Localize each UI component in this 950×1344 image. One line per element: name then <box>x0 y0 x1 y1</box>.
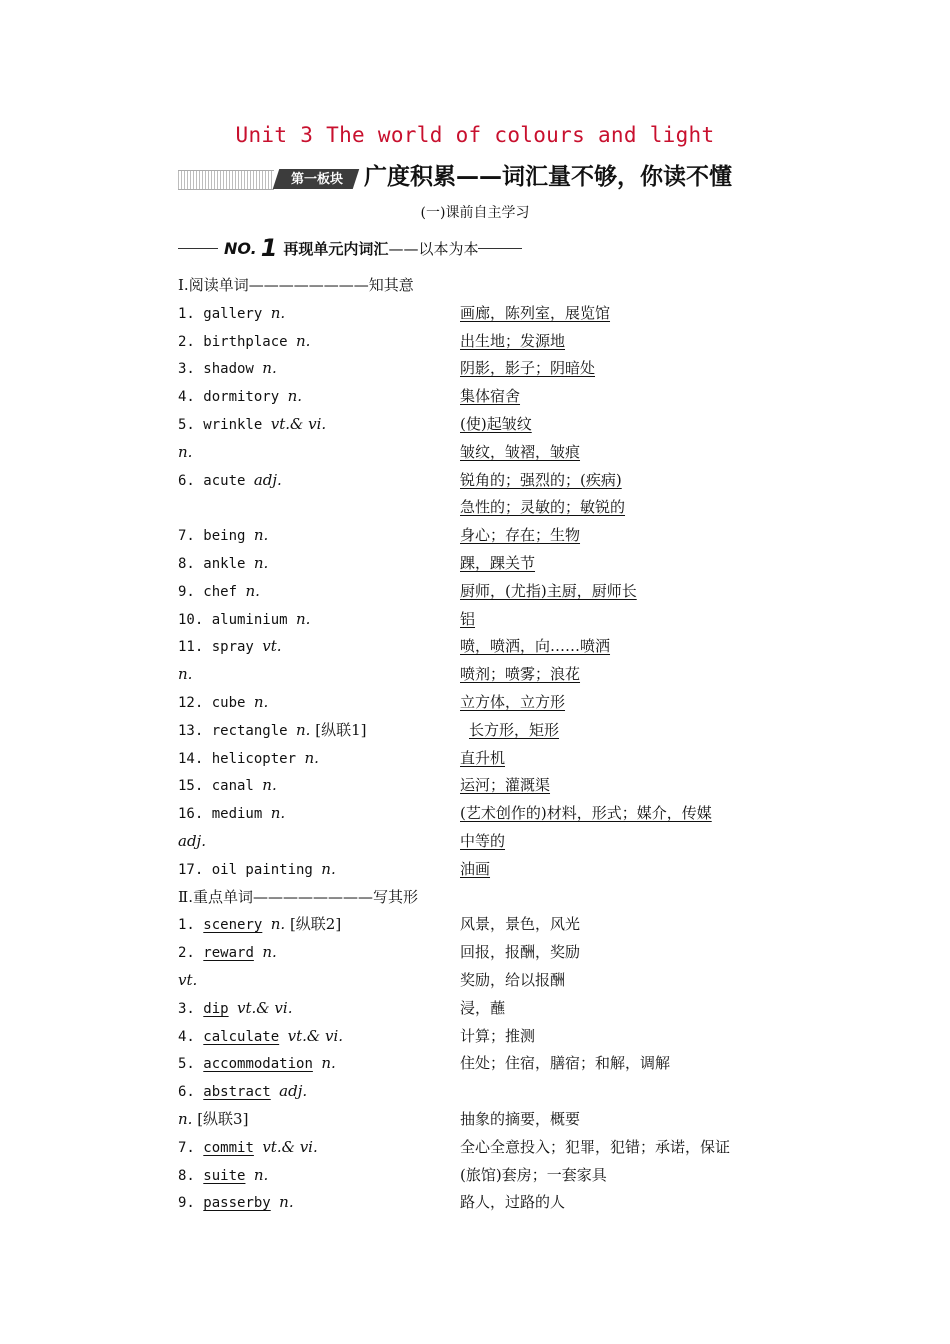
meaning-answer: 踝，踝关节 <box>460 553 536 572</box>
list-item <box>178 689 778 717</box>
item-number: 9. <box>178 1195 204 1212</box>
meaning-answer: 身心；存在；生物 <box>460 526 581 545</box>
part-of-speech: n. <box>279 1193 294 1212</box>
list-item <box>178 995 778 1023</box>
part-of-speech: n. <box>178 1109 193 1128</box>
word-entry <box>178 355 277 384</box>
spacer <box>262 917 270 933</box>
word-entry <box>178 911 341 940</box>
part-of-speech: n. <box>262 943 277 962</box>
word-entry <box>178 439 192 467</box>
list-item <box>178 717 778 745</box>
part-of-speech: n. <box>253 692 269 711</box>
word-entry <box>178 661 192 689</box>
meaning-text: 抽象的摘要，概要 <box>460 1109 581 1128</box>
word-entry <box>178 633 282 662</box>
banner-stripes <box>178 170 274 190</box>
meaning-answer: 出生地；发源地 <box>460 331 566 350</box>
rule-right <box>478 248 522 249</box>
word-entry <box>178 689 268 718</box>
meaning-answer: 厨师，(尤指)主厨，厨师长 <box>460 581 637 600</box>
part-of-speech: n. <box>270 915 286 934</box>
list-item <box>178 606 778 634</box>
word-entry <box>178 522 268 551</box>
item-number: 5. <box>178 1056 204 1073</box>
list-item <box>178 633 778 661</box>
spacer <box>279 1029 287 1045</box>
meaning-answer: 集体宿舍 <box>460 387 521 406</box>
list-item <box>178 1078 778 1106</box>
section2-heading <box>178 884 778 912</box>
word-entry <box>178 828 206 856</box>
list-item <box>178 745 778 773</box>
word-answer: scenery <box>203 917 263 934</box>
part-of-speech: vt.& vi. <box>270 414 327 433</box>
word-text: 4. dormitory <box>178 389 288 406</box>
part-of-speech: adj. <box>178 831 206 850</box>
part-of-speech: n. <box>296 609 311 628</box>
part-of-speech: n. <box>253 553 269 572</box>
list-item <box>178 467 778 495</box>
meaning-answer: (使)起皱纹 <box>460 414 532 433</box>
list-item <box>178 939 778 967</box>
word-entry <box>178 745 319 774</box>
word-answer: accommodation <box>203 1056 313 1073</box>
section1-heading: Ⅰ.阅读单词————————知其意 <box>178 276 414 294</box>
meaning-answer: 油画 <box>460 859 491 878</box>
vocabulary-list <box>178 272 778 1217</box>
part-of-speech: n. <box>321 1054 336 1073</box>
word-entry <box>178 1023 343 1052</box>
no-label: NO. <box>224 238 257 258</box>
word-text: 6. acute <box>178 472 254 489</box>
word-text: 14. helicopter <box>178 750 305 767</box>
meaning-answer: 急性的；灵敏的；敏锐的 <box>460 498 626 517</box>
word-answer: passerby <box>203 1195 271 1212</box>
word-answer: suite <box>203 1167 246 1184</box>
meaning-answer: (艺术创作的)材料，形式；媒介，传媒 <box>460 804 712 823</box>
item-number: 3. <box>178 1000 204 1017</box>
meaning-text: 计算；推测 <box>460 1026 536 1045</box>
word-entry <box>178 467 282 496</box>
part-of-speech: n. <box>262 359 277 378</box>
list-item <box>178 411 778 439</box>
word-entry <box>178 1134 318 1163</box>
list-item <box>178 661 778 689</box>
item-number: 2. <box>178 945 204 962</box>
meaning-answer: 皱纹，皱褶，皱痕 <box>460 442 581 461</box>
list-item <box>178 300 778 328</box>
list-item <box>178 328 778 356</box>
meaning-answer: 运河；灌溉渠 <box>460 776 551 795</box>
word-text: 9. chef <box>178 583 246 600</box>
meaning-answer: 画廊，陈列室，展览馆 <box>460 303 611 322</box>
subtitle: (一)课前自主学习 <box>420 205 530 221</box>
meaning-text: 住处；住宿，膳宿；和解，调解 <box>460 1054 671 1073</box>
word-entry <box>178 411 326 440</box>
rule-left <box>178 248 218 249</box>
meaning-answer: 立方体，立方形 <box>460 692 566 711</box>
word-text: 5. wrinkle <box>178 416 271 433</box>
word-text: 15. canal <box>178 778 263 795</box>
part-of-speech: n. <box>178 665 193 684</box>
part-of-speech: n. <box>270 303 286 322</box>
word-entry <box>178 606 310 635</box>
meaning-text: 风景，景色，风光 <box>460 915 581 934</box>
meaning-answer: 喷，喷洒，向……喷洒 <box>460 637 611 656</box>
cross-reference: [纵联3] <box>192 1109 249 1128</box>
part-of-speech: n. <box>245 581 260 600</box>
meaning-text: 全心全意投入；犯罪，犯错；承诺，保证 <box>460 1137 731 1156</box>
word-entry <box>178 717 366 746</box>
cross-reference: [纵联1] <box>310 720 367 739</box>
no-number: 1 <box>260 234 278 262</box>
word-text: 13. rectangle <box>178 722 297 739</box>
word-entry <box>178 1162 268 1191</box>
cross-reference: [纵联2] <box>285 915 342 934</box>
unit-title: Unit 3 The world of colours and light <box>235 123 715 147</box>
part-of-speech: vt. <box>262 637 282 656</box>
word-entry <box>178 578 260 607</box>
list-item <box>178 772 778 800</box>
word-entry <box>178 800 285 829</box>
part-of-speech: vt.& vi. <box>237 998 293 1017</box>
part-of-speech: n. <box>287 387 303 406</box>
part-of-speech: n. <box>304 748 319 767</box>
part-of-speech: n. <box>253 1165 269 1184</box>
banner-tag: 第一板块 <box>290 172 343 187</box>
list-item <box>178 494 778 522</box>
meaning-answer: 喷剂；喷雾；浪花 <box>460 665 581 684</box>
meaning-text: 回报，报酬，奖励 <box>460 943 581 962</box>
part-of-speech: adj. <box>253 470 282 489</box>
word-text: 11. spray <box>178 639 263 656</box>
word-answer: abstract <box>203 1084 271 1101</box>
part-of-speech: vt.& vi. <box>287 1026 344 1045</box>
word-entry <box>178 1106 248 1134</box>
word-answer: reward <box>203 945 254 962</box>
no-heading-text: 再现单元内词汇 <box>283 239 389 258</box>
meaning-answer: 长方形，矩形 <box>469 720 560 739</box>
list-item <box>178 1106 778 1134</box>
meaning-answer: 锐角的；强烈的；(疾病) <box>460 470 622 489</box>
meaning-answer: 阴影，影子；阴暗处 <box>460 359 596 378</box>
part-of-speech: n. <box>296 720 311 739</box>
part-of-speech: adj. <box>279 1082 308 1101</box>
word-text: 8. ankle <box>178 555 254 572</box>
word-answer: commit <box>203 1139 254 1156</box>
list-item <box>178 828 778 856</box>
word-text: 17. oil painting <box>178 861 322 878</box>
list-item <box>178 856 778 884</box>
part-of-speech: n. <box>270 804 286 823</box>
spacer <box>271 1084 279 1100</box>
spacer <box>245 1168 253 1184</box>
word-text: 3. shadow <box>178 361 263 378</box>
word-entry <box>178 328 310 357</box>
list-item <box>178 800 778 828</box>
word-entry <box>178 300 285 329</box>
word-text: 2. birthplace <box>178 333 297 350</box>
word-answer: calculate <box>203 1028 280 1045</box>
part-of-speech: vt. <box>178 970 198 989</box>
list-item <box>178 522 778 550</box>
word-entry <box>178 939 277 968</box>
list-item <box>178 383 778 411</box>
word-text: 10. aluminium <box>178 611 297 628</box>
part-of-speech: n. <box>178 442 193 461</box>
word-entry <box>178 1078 307 1107</box>
item-number: 8. <box>178 1167 204 1184</box>
spacer <box>271 1195 279 1211</box>
list-item <box>178 1162 778 1190</box>
word-text: 7. being <box>178 528 254 545</box>
meaning-answer: 中等的 <box>460 831 506 850</box>
word-entry <box>178 1050 336 1079</box>
item-number: 1. <box>178 917 204 934</box>
list-item <box>178 1189 778 1217</box>
word-text: 16. medium <box>178 806 271 823</box>
part-of-speech: vt.& vi. <box>262 1137 318 1156</box>
list-item <box>178 550 778 578</box>
part-of-speech: n. <box>296 331 311 350</box>
list-item <box>178 911 778 939</box>
meaning-text: (旅馆)套房；一套家具 <box>460 1165 607 1184</box>
list-item <box>178 967 778 995</box>
list-item <box>178 1050 778 1078</box>
word-entry <box>178 772 277 801</box>
list-item <box>178 1134 778 1162</box>
item-number: 4. <box>178 1028 204 1045</box>
meaning-answer: 直升机 <box>460 748 506 767</box>
list-item <box>178 1023 778 1051</box>
word-entry <box>178 1189 294 1218</box>
meaning-answer: 铝 <box>460 609 476 628</box>
spacer <box>229 1001 237 1017</box>
word-entry <box>178 550 268 579</box>
no1-heading <box>178 234 558 262</box>
item-number: 6. <box>178 1084 204 1101</box>
banner-title: 广度积累——词汇量不够，你读不懂 <box>364 164 732 190</box>
part-of-speech: n. <box>253 526 269 545</box>
word-text: 1. gallery <box>178 305 271 322</box>
word-entry <box>178 856 336 885</box>
section-banner <box>178 160 758 194</box>
word-text: 12. cube <box>178 694 254 711</box>
list-item <box>178 578 778 606</box>
part-of-speech: n. <box>262 776 277 795</box>
list-item <box>178 439 778 467</box>
word-entry <box>178 995 292 1024</box>
word-entry <box>178 967 197 995</box>
meaning-text: 路人，过路的人 <box>460 1193 566 1212</box>
word-entry <box>178 383 302 412</box>
part-of-speech: n. <box>321 859 336 878</box>
list-item <box>178 355 778 383</box>
item-number: 7. <box>178 1139 204 1156</box>
section2-heading-text: Ⅱ.重点单词————————写其形 <box>178 887 418 906</box>
word-answer: dip <box>203 1000 229 1017</box>
meaning-text: 浸，蘸 <box>460 998 506 1017</box>
no-heading-sub: ——以本为本 <box>388 239 479 258</box>
meaning-text: 奖励，给以报酬 <box>460 970 566 989</box>
